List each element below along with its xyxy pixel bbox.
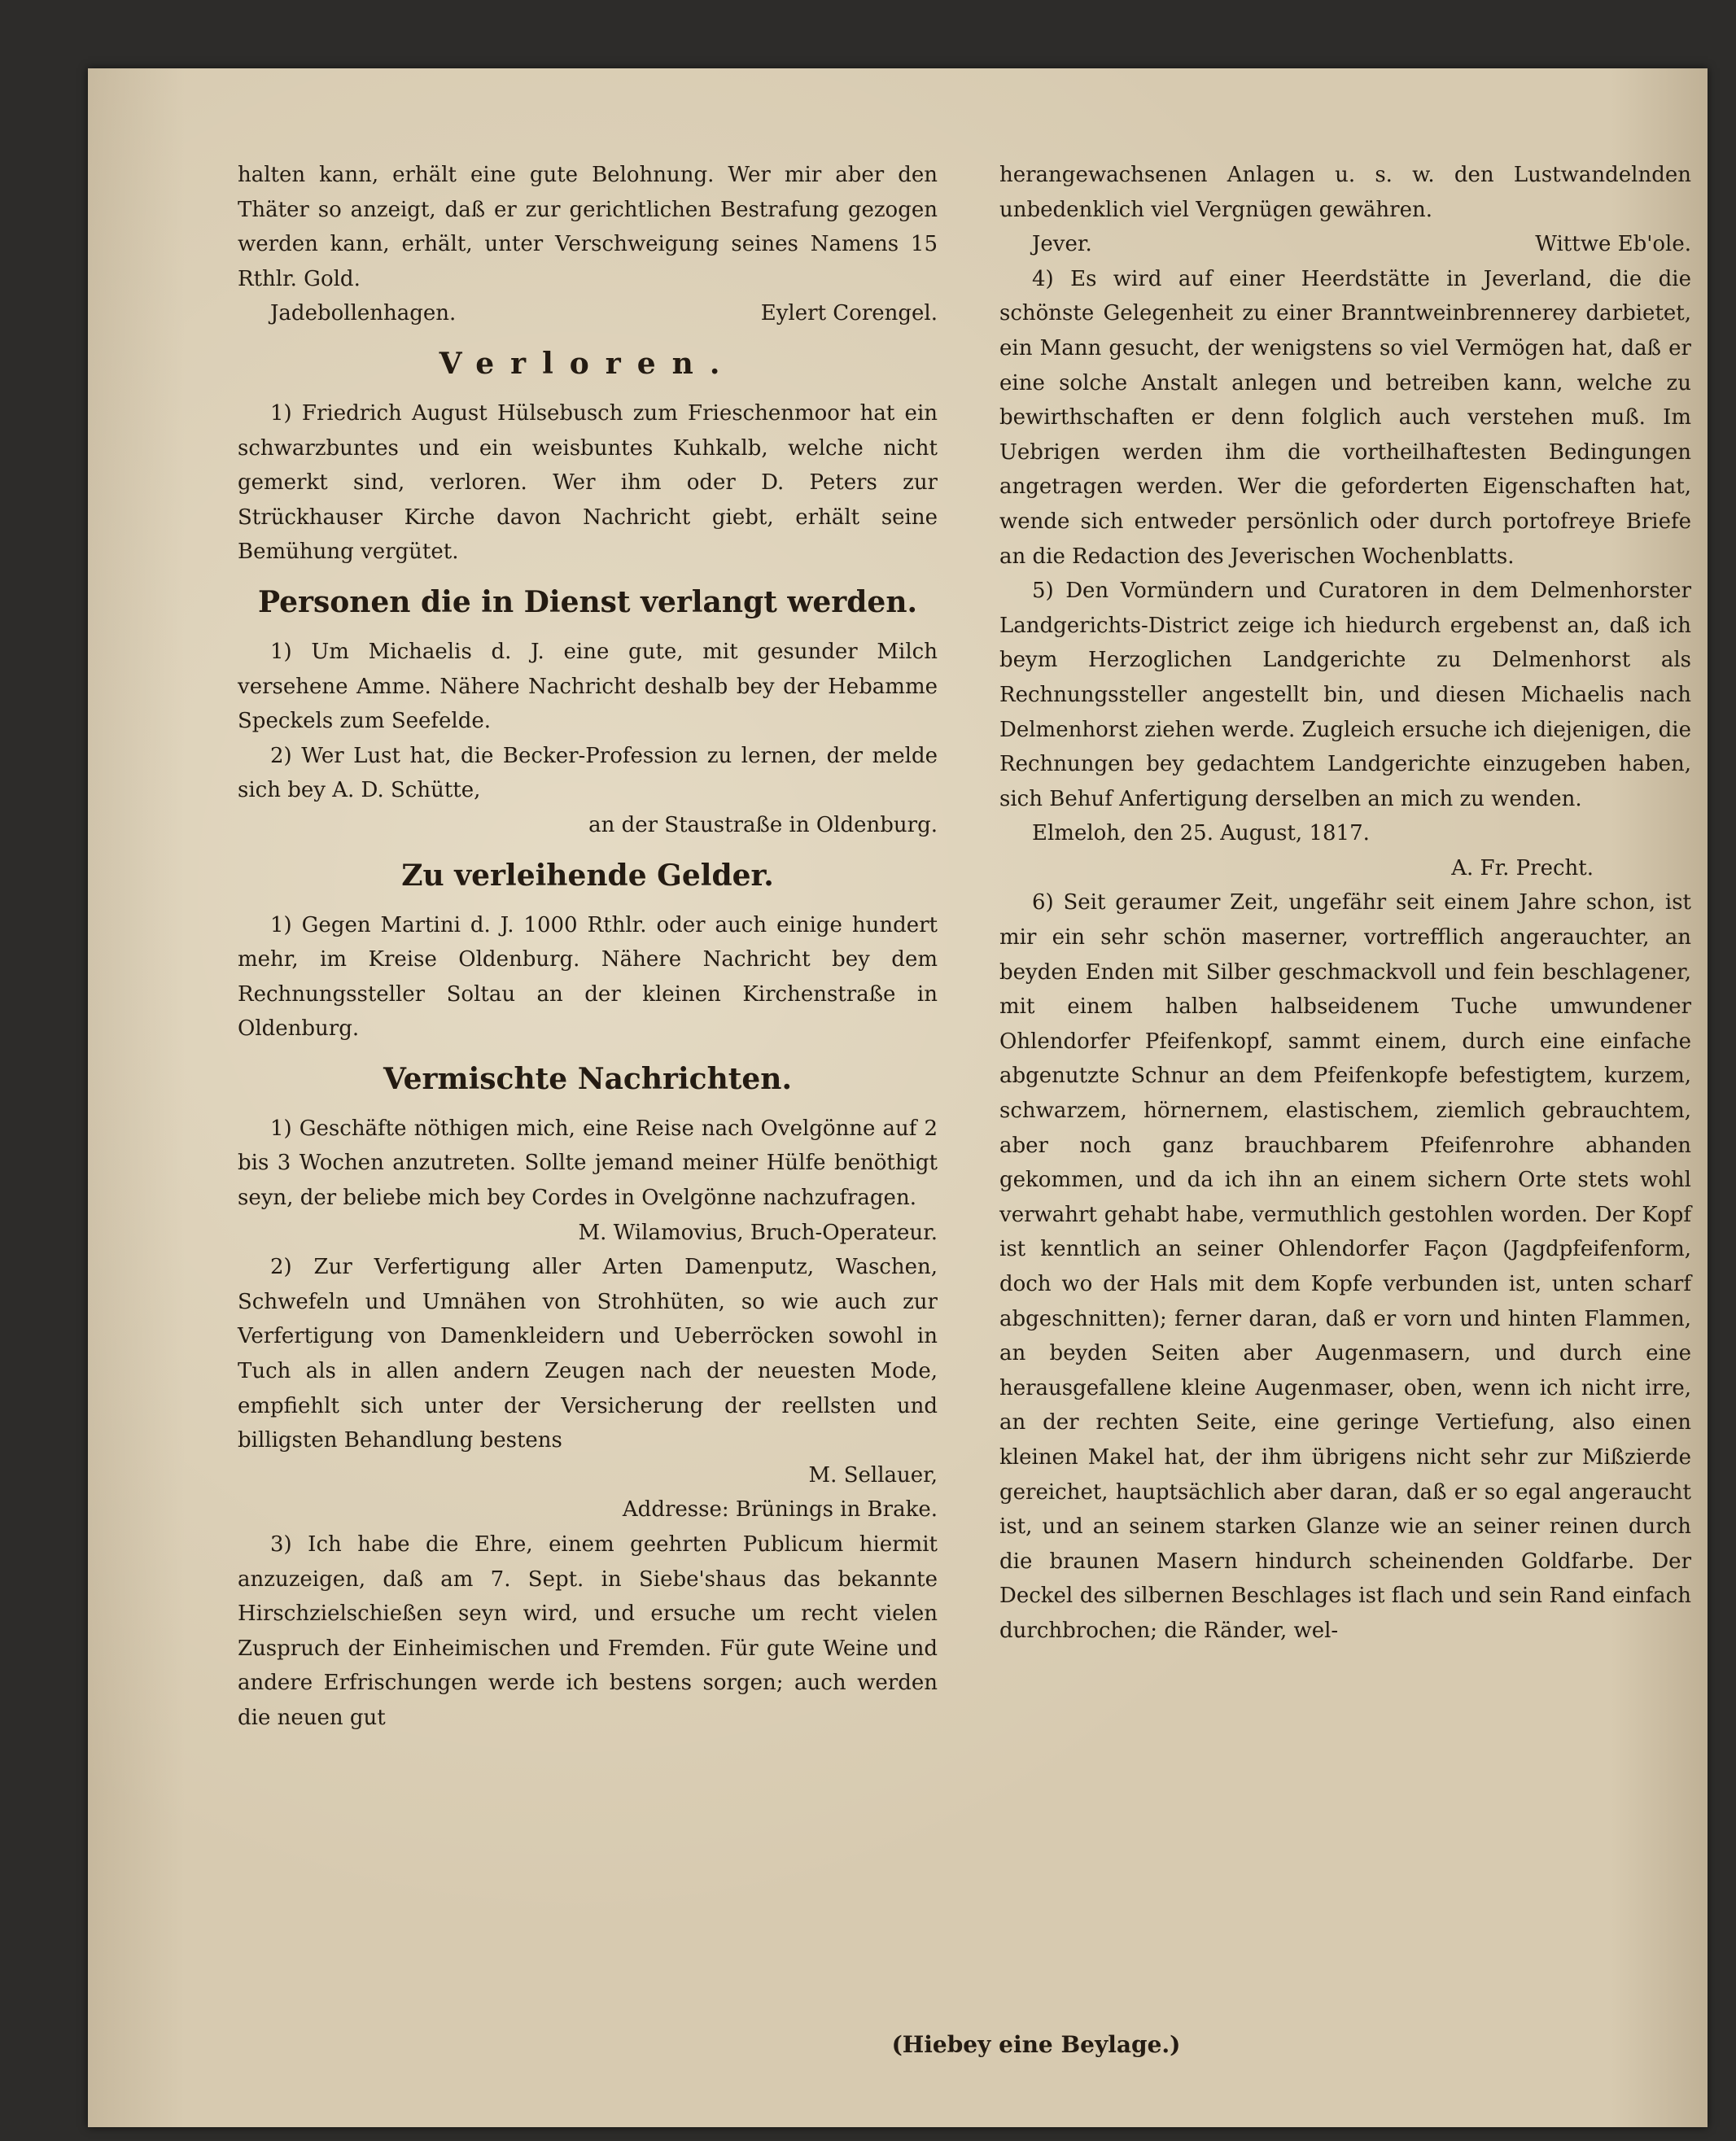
continued-signature-name: Wittwe Eb'ole. [1535, 232, 1691, 257]
newspaper-page [88, 68, 1708, 2127]
continued-signature [999, 227, 1691, 262]
continued-paragraph: herangewachsenen Anlagen u. s. w. den Lustwandelnden unbedenklich viel Vergnügen gewähren. [999, 163, 1691, 222]
intro-signature-place: Jadebollenhagen. [270, 301, 457, 326]
vermischte-item-1: 1) Geschäfte nöthigen mich, eine Reise nach Ovelgönne auf 2 bis 3 Wochen anzutreten. Sollte jemand meiner Hülfe benöthigt seyn, der beliebe mich bey Cordes in Ovelgönne nachzufragen. [238, 1116, 938, 1211]
intro-signature-name: Eylert Corengel. [760, 301, 938, 326]
vermischte-item-5: 5) Den Vormündern und Curatoren in dem Delmenhorster Landgerichts-District zeige ich hiedurch ergebenst an, daß ich beym Herzoglichen Landgerichte zu Delmenhorst als Rechnungssteller angestellt bin, und diesen Michaelis nach Delmenhorst ziehen werde. Zugleich ersuche ich diejenigen, die Rechnungen bey gedachtem Landgerichte einzugeben haben, sich Behuf Anfertigung derselben an mich zu wenden. [999, 579, 1691, 811]
personen-heading: Personen die in Dienst verlangt werden. [257, 584, 918, 619]
continued-signature-place: Jever. [1032, 232, 1092, 257]
vermischte-item-4: 4) Es wird auf einer Heerdstätte in Jeverland, die die schönste Gelegenheit zu einer Branntweinbrennerey darbietet, ein Mann gesucht, der wenigstens so viel Vermögen hat, daß er eine solche Anstalt anlegen und betreiben kann, welche zu bewirthschaften er denn folglich auch verstehen muß. Im Uebrigen werden ihm die vortheilhaftesten Bedingungen angetragen werden. Wer die geforderten Eigenschaften hat, wende sich entweder persönlich oder durch portofreye Briefe an die Redaction des Jeverischen Wochenblatts. [999, 266, 1691, 569]
vermischte-heading: Vermischte Nachrichten. [383, 1061, 792, 1096]
vermischte-item-3: 3) Ich habe die Ehre, einem geehrten Publicum hiermit anzuzeigen, daß am 7. Sept. in Siebe'shaus das bekannte Hirschzielschießen seyn wird, und ersuche um recht vielen Zuspruch der Einheimischen und Fremden. Für gute Weine und andere Erfrischungen werde ich bestens sorgen; auch werden die neuen gut [238, 1532, 938, 1730]
intro-paragraph: halten kann, erhält eine gute Belohnung. Wer mir aber den Thäter so anzeigt, daß er zur gerichtlichen Bestrafung gezogen werden kann, erhält, unter Verschweigung seines Namens 15 Rthlr. Gold. [238, 163, 938, 291]
vermischte-item-2-signature: M. Sellauer, [808, 1462, 938, 1488]
footer-supplement-note: (Hiebey eine Beylage.) [891, 2031, 1181, 2058]
left-column [238, 158, 938, 1736]
gelder-item-1: 1) Gegen Martini d. J. 1000 Rthlr. oder auch einige hundert mehr, im Kreise Oldenburg. Nähere Nachricht bey dem Rechnungssteller Soltau an der kleinen Kirchenstraße in Oldenburg. [238, 912, 938, 1042]
right-column [999, 158, 1691, 1649]
intro-signature [238, 296, 938, 331]
verloren-heading: Verloren. [439, 346, 737, 381]
vermischte-item-6: 6) Seit geraumer Zeit, ungefähr seit einem Jahre schon, ist mir ein sehr schön maserner, vortrefflich angerauchter, an beyden Enden mit Silber geschmackvoll und fein beschlagener, mit einem halben halbseidenem Tuche umwundener Ohlendorfer Pfeifenkopf, sammt einem, durch eine einfache abgenutzte Schnur an dem Pfeifenkopfe befestigtem, kurzem, schwarzem, hörnernem, elastischem, ziemlich gebrauchtem, aber noch ganz brauchbarem Pfeifenrohre abhanden gekommen, und da ich ihn an einem sichern Orte stets wohl verwahrt gehabt habe, vermuthlich gestohlen worden. Der Kopf ist kenntlich an seiner Ohlendorfer Façon (Jagdpfeifenform, doch wo der Hals mit dem Kopfe verbunden ist, unten scharf abgeschnitten); ferner daran, daß er vorn und hinten Flammen, an beyden Seiten aber Augenmasern, und durch eine herausgefallene kleine Augenmaser, oben, wenn ich nicht irre, an der rechten Seite, eine geringe Vertiefung, also einen kleinen Makel hat, der ihm übrigens nicht sehr zur Mißzierde gereichet, hauptsächlich aber daran, daß er so egal angeraucht ist, und an seinem starken Glanze wie an seiner reinen durch die braunen Masern hindurch scheinenden Goldfarbe. Der Deckel des silbernen Beschlages ist flach und sein Rand einfach durchbrochen; die Ränder, wel- [999, 890, 1691, 1643]
gelder-heading: Zu verleihende Gelder. [401, 858, 774, 893]
verloren-item-1: 1) Friedrich August Hülsebusch zum Frieschenmoor hat ein schwarzbuntes und ein weisbuntes Kuhkalb, welche nicht gemerkt sind, verloren. Wer ihm oder D. Peters zur Strückhauser Kirche davon Nachricht giebt, erhält seine Bemühung vergütet. [238, 400, 938, 565]
personen-item-2-address: an der Staustraße in Oldenburg. [588, 812, 938, 837]
vermischte-item-1-signature: M. Wilamovius, Bruch-Operateur. [578, 1220, 938, 1245]
personen-item-2: 2) Wer Lust hat, die Becker-Profession zu lernen, der melde sich bey A. D. Schütte, [238, 743, 938, 803]
vermischte-item-5-signature: A. Fr. Precht. [1451, 855, 1594, 880]
personen-item-1: 1) Um Michaelis d. J. eine gute, mit gesunder Milch versehene Amme. Nähere Nachricht deshalb bey der Hebamme Speckels zum Seefelde. [238, 639, 938, 734]
vermischte-item-5-date: Elmeloh, den 25. August, 1817. [1032, 821, 1370, 846]
vermischte-item-2-address: Addresse: Brünings in Brake. [622, 1497, 938, 1523]
vermischte-item-2: 2) Zur Verfertigung aller Arten Damenputz, Waschen, Schwefeln und Umnähen von Strohhüten, so wie auch zur Verfertigung von Damenkleidern und Ueberröcken sowohl in Tuch als in allen andern Zeugen nach der neuesten Mode, empfiehlt sich unter der Versicherung der reellsten und billigsten Behandlung bestens [238, 1255, 938, 1453]
